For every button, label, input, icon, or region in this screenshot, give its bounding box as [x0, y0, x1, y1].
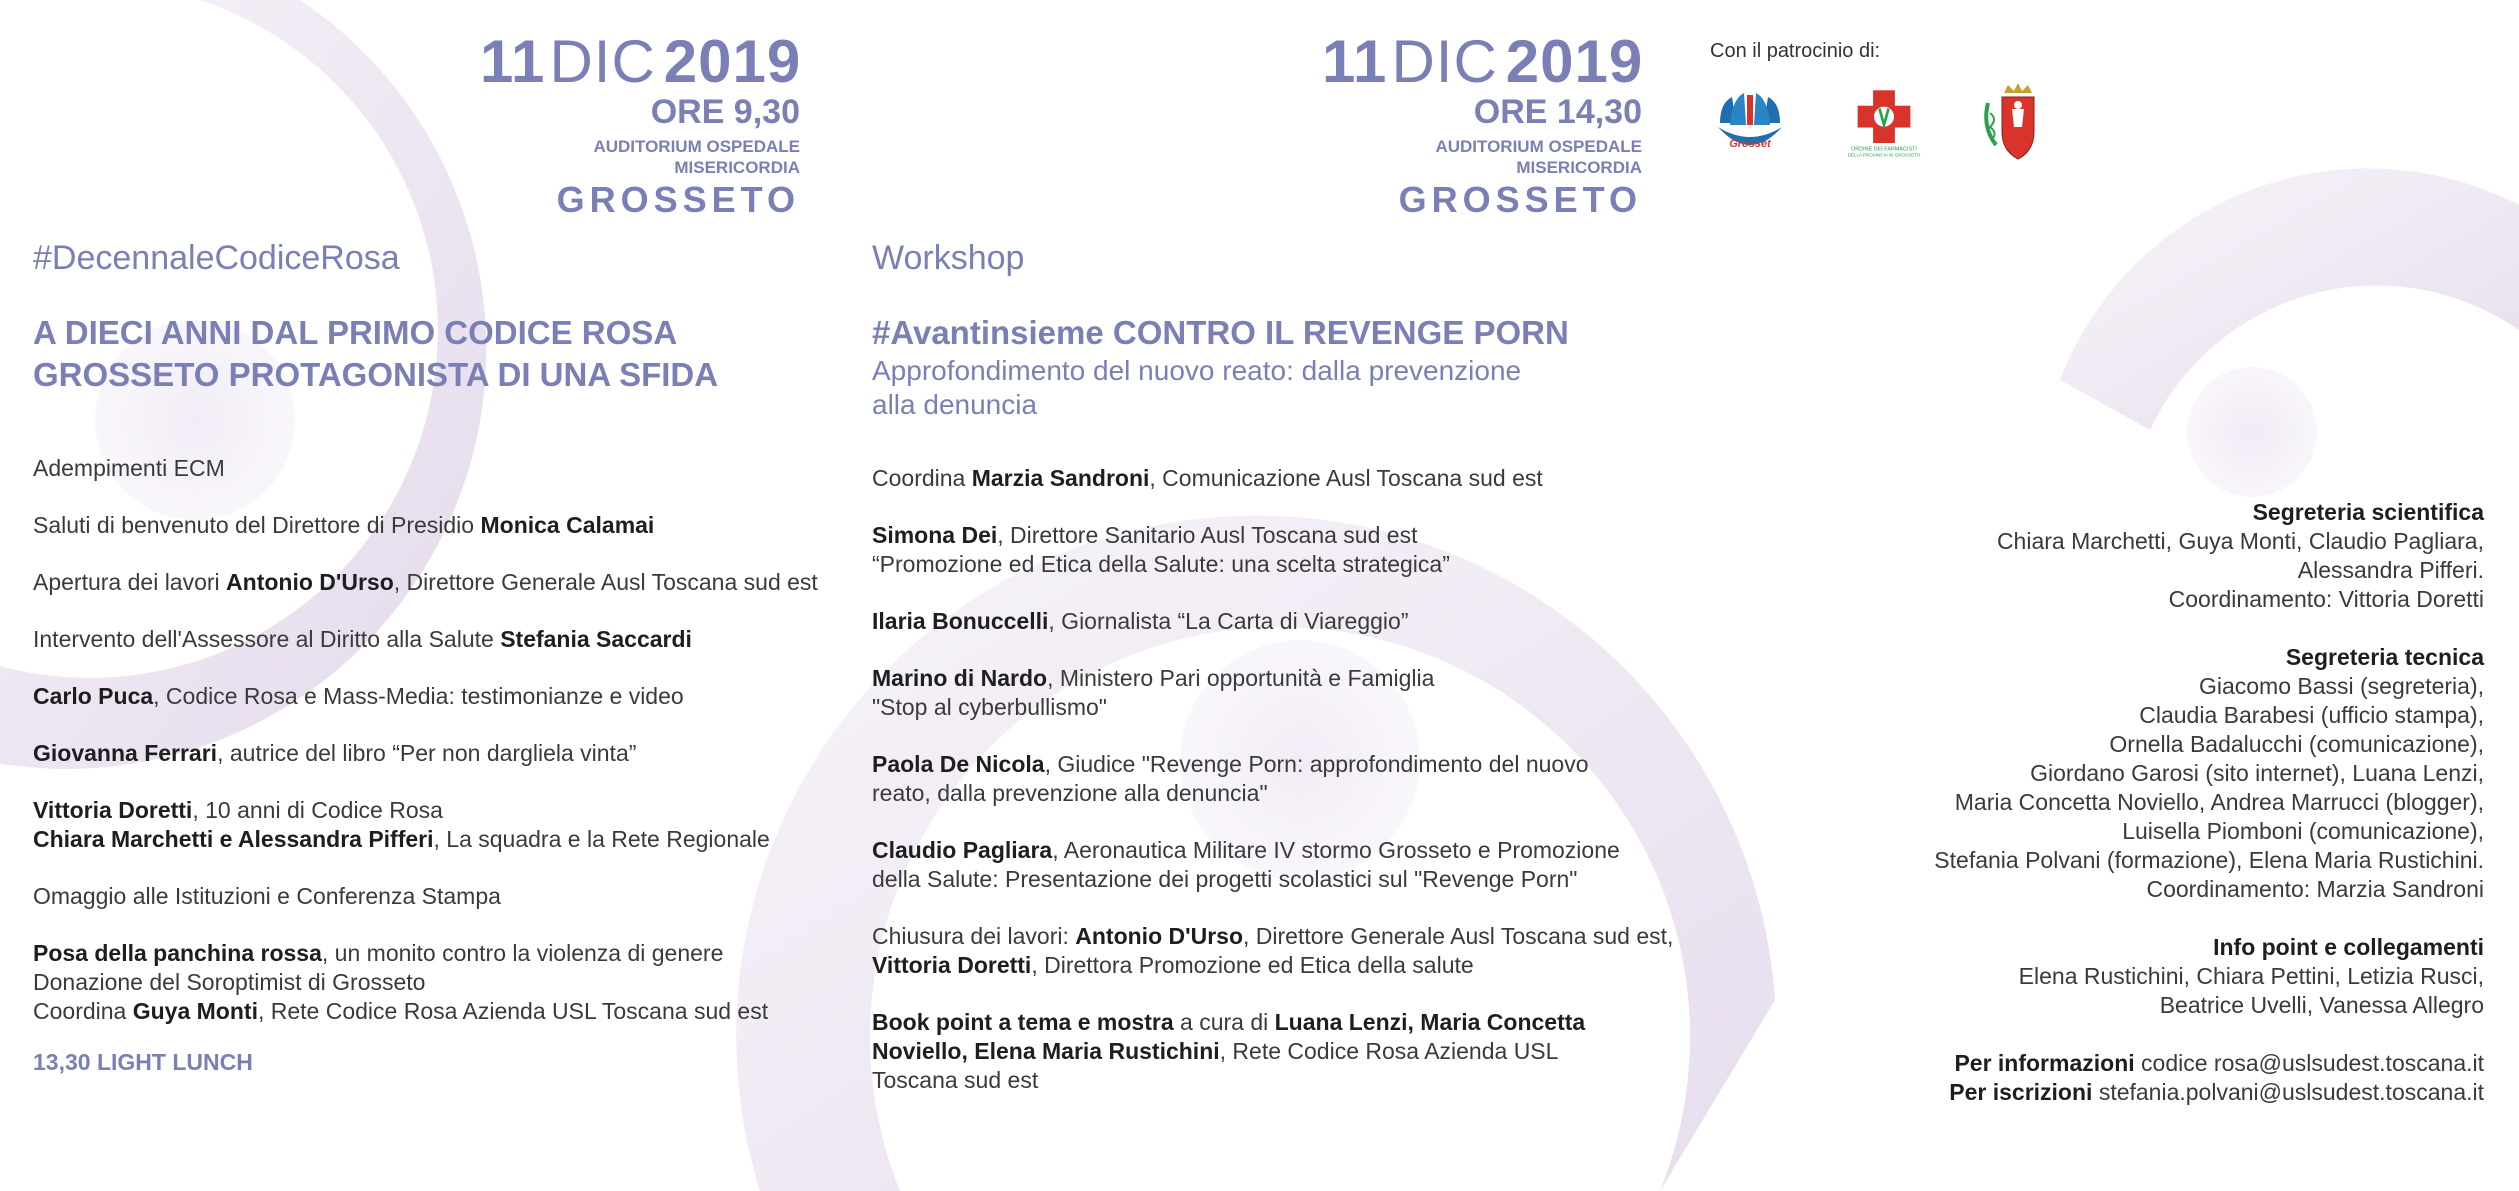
morning-date-block	[480, 28, 802, 220]
workshop-program-item-line	[872, 922, 1772, 951]
workshop-program-item-line	[872, 1066, 1772, 1095]
item-text: , Rete Codice Rosa Azienda USL Toscana sud est	[257, 998, 769, 1024]
registration-email-link[interactable]: stefania.polvani@uslsudest.toscana.it	[2098, 1079, 2484, 1105]
speaker-name: Guya Monti	[132, 998, 258, 1024]
speaker-name: Antonio D'Urso	[226, 569, 394, 595]
workshop-program-item-line	[872, 750, 1772, 779]
item-text: "Stop al cyberbullismo"	[872, 694, 1107, 720]
morning-program-item-line	[33, 796, 833, 825]
morning-program-item-line	[33, 825, 833, 854]
secretariat-title: Segreteria tecnica	[2285, 644, 2484, 670]
secretariat-line: Luisella Piomboni (comunicazione),	[2122, 818, 2484, 844]
morning-month: DIC	[549, 28, 656, 95]
speaker-name: Monica Calamai	[480, 512, 655, 538]
speaker-name: Stefania Saccardi	[500, 626, 692, 652]
item-text: Adempimenti ECM	[33, 455, 225, 481]
item-text: reato, dalla prevenzione alla denuncia"	[872, 780, 1268, 806]
item-text: , Giornalista “La Carta di Viareggio”	[1048, 608, 1409, 634]
speaker-name: Ilaria Bonuccelli	[872, 608, 1049, 634]
afternoon-time: ORE 14,30	[1473, 93, 1642, 131]
item-text: , Direttore Generale Ausl Toscana sud est,	[1243, 923, 1674, 949]
workshop-column	[872, 238, 1772, 1123]
afternoon-venue-line2: MISERICORDIA	[1516, 158, 1642, 177]
speaker-name: Posa della panchina rossa	[33, 940, 322, 966]
contact-info	[1724, 1049, 2484, 1107]
afternoon-venue-line1: AUDITORIUM OSPEDALE	[1435, 137, 1642, 156]
morning-program-item-line	[33, 997, 833, 1026]
item-text: , Direttore Generale Ausl Toscana sud est	[393, 569, 818, 595]
morning-title-line2: GROSSETO PROTAGONISTA DI UNA SFIDA	[33, 356, 719, 393]
workshop-program-item-line	[872, 865, 1772, 894]
secretariat-line: Ornella Badalucchi (comunicazione),	[2109, 731, 2484, 757]
item-text: Donazione del Soroptimist di Grosseto	[33, 969, 426, 995]
municipal-crest-logo-icon	[1978, 83, 2058, 163]
morning-program-item	[33, 739, 833, 768]
workshop-program-item-line	[872, 550, 1772, 579]
speaker-name: Vittoria Doretti	[872, 952, 1032, 978]
patronage-block	[1710, 40, 2058, 163]
morning-program-list	[33, 454, 833, 1026]
morning-program-item	[33, 454, 833, 483]
morning-city: GROSSETO	[556, 179, 800, 220]
secretariat-line: Giacomo Bassi (segreteria),	[2198, 673, 2484, 699]
workshop-program-item	[872, 521, 1772, 579]
workshop-program-item-line	[872, 607, 1772, 636]
item-text: Chiusura dei lavori:	[872, 923, 1076, 949]
workshop-program-item-line	[872, 779, 1772, 808]
workshop-program-item-line	[872, 1008, 1772, 1037]
speaker-name: Claudio Pagliara	[872, 837, 1053, 863]
workshop-program-item	[872, 922, 1772, 980]
morning-hashtag: #DecennaleCodiceRosa	[33, 239, 400, 277]
secretariat-line: Maria Concetta Noviello, Andrea Marrucci (blogger),	[1954, 789, 2484, 815]
workshop-program-item-line	[872, 521, 1772, 550]
item-text: , Giudice "Revenge Porn: approfondimento del nuovo	[1044, 751, 1589, 777]
afternoon-year: 2019	[1505, 28, 1644, 95]
workshop-program-item-line	[872, 836, 1772, 865]
workshop-program-item	[872, 1008, 1772, 1095]
morning-program-item	[33, 939, 833, 1026]
morning-program-item	[33, 682, 833, 711]
secretariat-line: Stefania Polvani (formazione), Elena Maria Rustichini.	[1934, 847, 2484, 873]
secretariat-section	[1724, 933, 2484, 1020]
speaker-name: Giovanna Ferrari	[33, 740, 218, 766]
morning-program-item-line	[33, 939, 833, 968]
item-text: Omaggio alle Istituzioni e Conferenza Stampa	[33, 883, 501, 909]
secretariat-line: Elena Rustichini, Chiara Pettini, Letizia Rusci,	[2018, 963, 2484, 989]
speaker-name: Luana Lenzi, Maria Concetta	[1274, 1009, 1586, 1035]
workshop-program-item	[872, 836, 1772, 894]
item-text: , La squadra e la Rete Regionale	[433, 826, 770, 852]
afternoon-city: GROSSETO	[1398, 179, 1642, 220]
svg-text:Grosset: Grosset	[1729, 138, 1771, 150]
morning-year: 2019	[663, 28, 802, 95]
workshop-program-item-line	[872, 464, 1772, 493]
secretariat-line: Giordano Garosi (sito internet), Luana Lenzi,	[2030, 760, 2484, 786]
item-text: a cura di	[1173, 1009, 1275, 1035]
morning-program-item-line	[33, 511, 833, 540]
item-text: “Promozione ed Etica della Salute: una scelta strategica”	[872, 551, 1450, 577]
item-text: , Direttora Promozione ed Etica della salute	[1031, 952, 1474, 978]
speaker-name: Marino di Nardo	[872, 665, 1048, 691]
registration-label: Per iscrizioni	[1949, 1079, 2093, 1105]
workshop-program-item-line	[872, 1037, 1772, 1066]
workshop-program-item	[872, 607, 1772, 636]
item-text: Apertura dei lavori	[33, 569, 227, 595]
item-text: , 10 anni di Codice Rosa	[192, 797, 443, 823]
workshop-program-item-line	[872, 693, 1772, 722]
item-text: Intervento dell'Assessore al Diritto alla Salute	[33, 626, 501, 652]
secretariat-column	[1724, 498, 2484, 1107]
registration-contact	[1724, 1078, 2484, 1107]
morning-program-item-line	[33, 454, 833, 483]
item-text: Coordina	[872, 465, 972, 491]
workshop-program-item	[872, 464, 1772, 493]
patronage-label: Con il patrocinio di:	[1710, 40, 1881, 62]
afternoon-date-block	[1322, 28, 1644, 220]
morning-day: 11	[480, 28, 546, 95]
speaker-name: Vittoria Doretti	[33, 797, 193, 823]
morning-program-item-line	[33, 739, 833, 768]
afternoon-month: DIC	[1391, 28, 1498, 95]
workshop-title: #Avantinsieme CONTRO IL REVENGE PORN	[872, 314, 1569, 351]
secretariat-line: Coordinamento: Marzia Sandroni	[2146, 876, 2484, 902]
item-text: Toscana sud est	[872, 1067, 1039, 1093]
workshop-program-item-line	[872, 951, 1772, 980]
morning-column	[33, 238, 833, 1077]
speaker-name: Book point a tema e mostra	[872, 1009, 1174, 1035]
speaker-name: Marzia Sandroni	[971, 465, 1150, 491]
speaker-name: Carlo Puca	[33, 683, 154, 709]
speaker-name: Paola De Nicola	[872, 751, 1045, 777]
speaker-name: Simona Dei	[872, 522, 998, 548]
afternoon-day: 11	[1322, 28, 1388, 95]
morning-program-item	[33, 511, 833, 540]
morning-date	[480, 28, 802, 95]
speaker-name: Antonio D'Urso	[1075, 923, 1243, 949]
workshop-program-item-line	[872, 664, 1772, 693]
secretariat-title: Info point e collegamenti	[2213, 934, 2484, 960]
light-lunch: 13,30 LIGHT LUNCH	[33, 1049, 253, 1075]
speaker-name: Noviello, Elena Maria Rustichini	[872, 1038, 1220, 1064]
morning-title-line1: A DIECI ANNI DAL PRIMO CODICE ROSA	[33, 314, 678, 351]
secretariat-section	[1724, 643, 2484, 904]
item-text: , Comunicazione Ausl Toscana sud est	[1149, 465, 1543, 491]
workshop-program-item	[872, 664, 1772, 722]
item-text: Coordina	[33, 998, 133, 1024]
item-text: , un monito contro la violenza di genere	[321, 940, 724, 966]
workshop-subtitle-line1: Approfondimento del nuovo reato: dalla prevenzione	[872, 355, 1522, 386]
afternoon-date	[1322, 28, 1644, 95]
workshop-label: Workshop	[872, 239, 1025, 277]
secretariat-section	[1724, 498, 2484, 614]
speaker-name: Chiara Marchetti e Alessandra Pifferi	[33, 826, 434, 852]
item-text: , Ministero Pari opportunità e Famiglia	[1047, 665, 1435, 691]
item-text: , Codice Rosa e Mass-Media: testimonianze e video	[153, 683, 684, 709]
morning-program-item-line	[33, 682, 833, 711]
item-text: , Aeronautica Militare IV stormo Grosseto e Promozione	[1052, 837, 1620, 863]
workshop-program-item	[872, 750, 1772, 808]
item-text: della Salute: Presentazione dei progetti scolastici sul "Revenge Porn"	[872, 866, 1578, 892]
pharmacists-cross-logo-icon	[1834, 83, 1934, 163]
secretariat-line: Alessandra Pifferi.	[2297, 557, 2484, 583]
item-text: , autrice del libro “Per non dargliela vinta”	[217, 740, 637, 766]
morning-time: ORE 9,30	[650, 93, 800, 131]
patronage-logos	[1710, 83, 2058, 163]
morning-program-item-line	[33, 968, 833, 997]
info-email-link[interactable]: codice rosa@uslsudest.toscana.it	[2141, 1050, 2484, 1076]
secretariat-line: Claudia Barabesi (ufficio stampa),	[2139, 702, 2484, 728]
workshop-program-list	[872, 464, 1772, 1095]
morning-program-item	[33, 882, 833, 911]
morning-program-item-line	[33, 625, 833, 654]
morning-venue-line2: MISERICORDIA	[674, 158, 800, 177]
morning-venue-line1: AUDITORIUM OSPEDALE	[593, 137, 800, 156]
item-text: , Direttore Sanitario Ausl Toscana sud est	[997, 522, 1418, 548]
morning-program-item-line	[33, 882, 833, 911]
item-text: , Rete Codice Rosa Azienda USL	[1219, 1038, 1559, 1064]
morning-program-item	[33, 796, 833, 854]
secretariat-line: Beatrice Uvelli, Vanessa Allegro	[2159, 992, 2484, 1018]
secretariat-title: Segreteria scientifica	[2252, 499, 2484, 525]
morning-program-item-line	[33, 568, 833, 597]
morning-program-item	[33, 568, 833, 597]
svg-text:ORDINE DEI FARMACISTI: ORDINE DEI FARMACISTI	[1851, 146, 1917, 153]
secretariat-line: Chiara Marchetti, Guya Monti, Claudio Pagliara,	[1996, 528, 2484, 554]
svg-text:DELLA PROVINCIA DI GROSSETO: DELLA PROVINCIA DI GROSSETO	[1847, 152, 1921, 158]
item-text: Saluti di benvenuto del Direttore di Presidio	[33, 512, 481, 538]
morning-program-item	[33, 625, 833, 654]
grosset-hands-logo-icon	[1710, 83, 1790, 163]
info-contact	[1724, 1049, 2484, 1078]
workshop-subtitle-line2: alla denuncia	[872, 389, 1038, 420]
info-label: Per informazioni	[1954, 1050, 2135, 1076]
secretariat-line: Coordinamento: Vittoria Doretti	[2168, 586, 2484, 612]
